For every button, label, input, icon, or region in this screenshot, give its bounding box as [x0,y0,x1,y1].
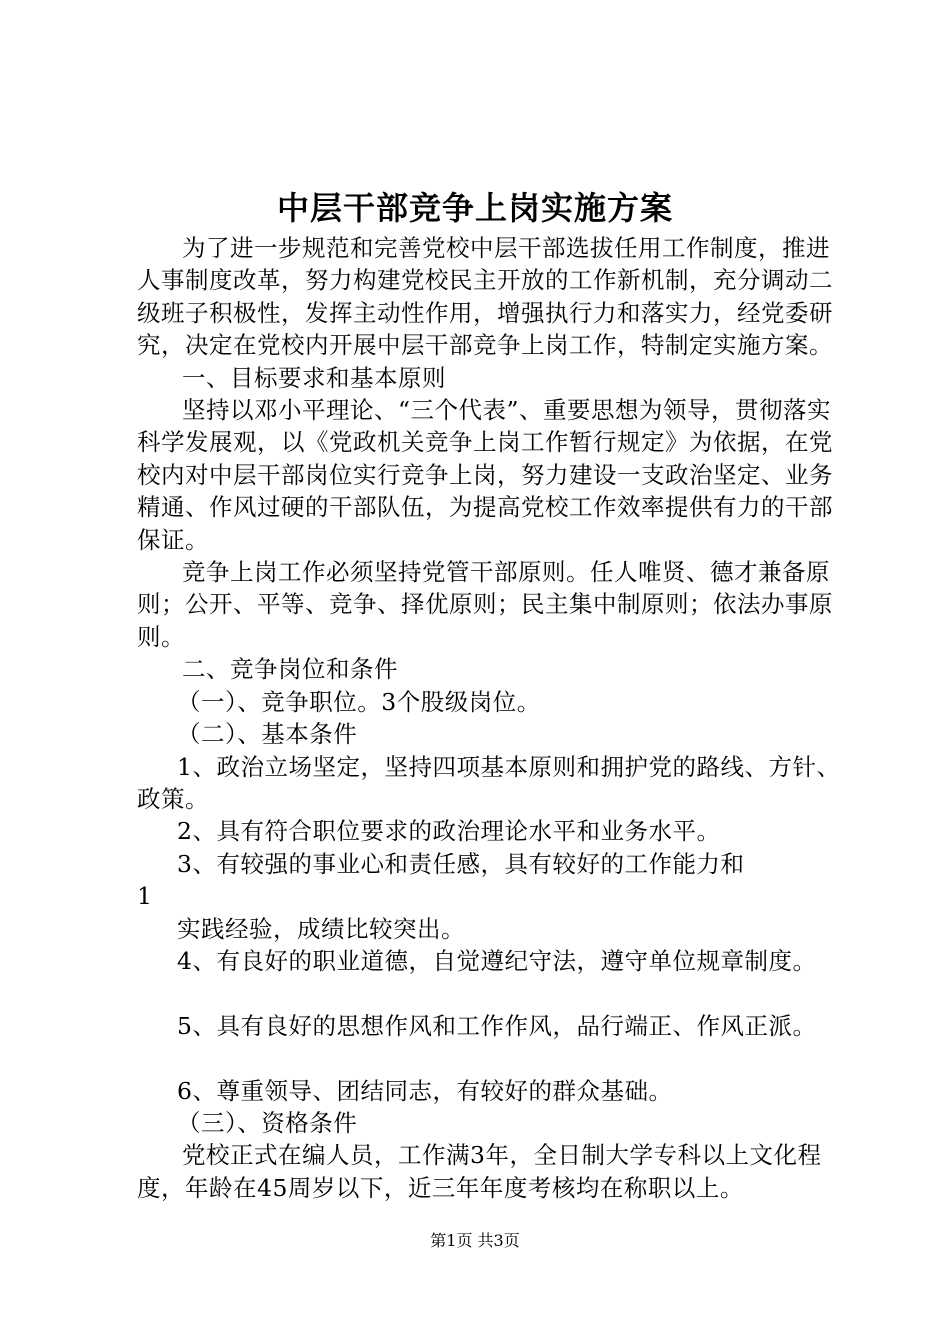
section-heading-1: 一、目标要求和基本原则 [182,363,446,392]
blank-line [137,977,853,1009]
subsection-qualifications: （三）、资格条件 [177,1108,358,1137]
paragraph-guiding-principle: 坚持以邓小平理论、“三个代表”、重要思想为领导，贯彻落实科学发展观，以《党政机关竞争上岗工作暂行规定》为依据，在党校内对中层干部岗位实行竞争上岗，努力建设一支政治坚定、业务精通、作风过硬的干部队伍，为提高党校工作效率提供有力的干部保证。 [137,396,833,554]
subsection-basic-conditions: （二）、基本条件 [177,720,358,749]
section-heading-2: 二、竞争岗位和条件 [182,655,398,684]
condition-item-6: 6、尊重领导、团结同志，有较好的群众基础。 [177,1076,673,1105]
condition-item-5: 5、具有良好的思想作风和工作作风，品行端正、作风正派。 [177,1011,817,1040]
document-title: 中层干部竞争上岗实施方案 [276,189,673,227]
paragraph-principles: 竞争上岗工作必须坚持党管干部原则。任人唯贤、德才兼备原则；公开、平等、竞争、择优原则；民主集中制原则；依法办事原则。 [137,558,833,651]
condition-item-4: 4、有良好的职业道德，自觉遵纪守法，遵守单位规章制度。 [177,946,817,975]
condition-item-3: 3、有较强的事业心和责任感，具有较好的工作能力和 [177,849,745,878]
inline-page-number: 1 [137,882,153,911]
paragraph-qualifications: 党校正式在编人员，工作满3年，全日制大学专科以上文化程度，年龄在45周岁以下，近三年年度考核均在称职以上。 [137,1141,822,1202]
document-body [137,232,853,1204]
condition-item-2: 2、具有符合职位要求的政治理论水平和业务水平。 [177,817,721,846]
condition-item-3-continued: 实践经验，成绩比较突出。 [177,914,465,943]
blank-line [137,1042,853,1074]
intro-paragraph: 为了进一步规范和完善党校中层干部选拔任用工作制度，推进人事制度改革，努力构建党校民主开放的工作新机制，充分调动二级班子积极性，发挥主动性作用，增强执行力和落实力，经党委研究，决定在党校内开展中层干部竞争上岗工作，特制定实施方案。 [137,234,833,360]
subsection-positions: （一）、竞争职位。3个股级岗位。 [177,687,541,716]
page-footer: 第1页 共3页 [430,1231,520,1250]
condition-item-1: 1、政治立场坚定，坚持四项基本原则和拥护党的路线、方针、政策。 [137,752,841,813]
